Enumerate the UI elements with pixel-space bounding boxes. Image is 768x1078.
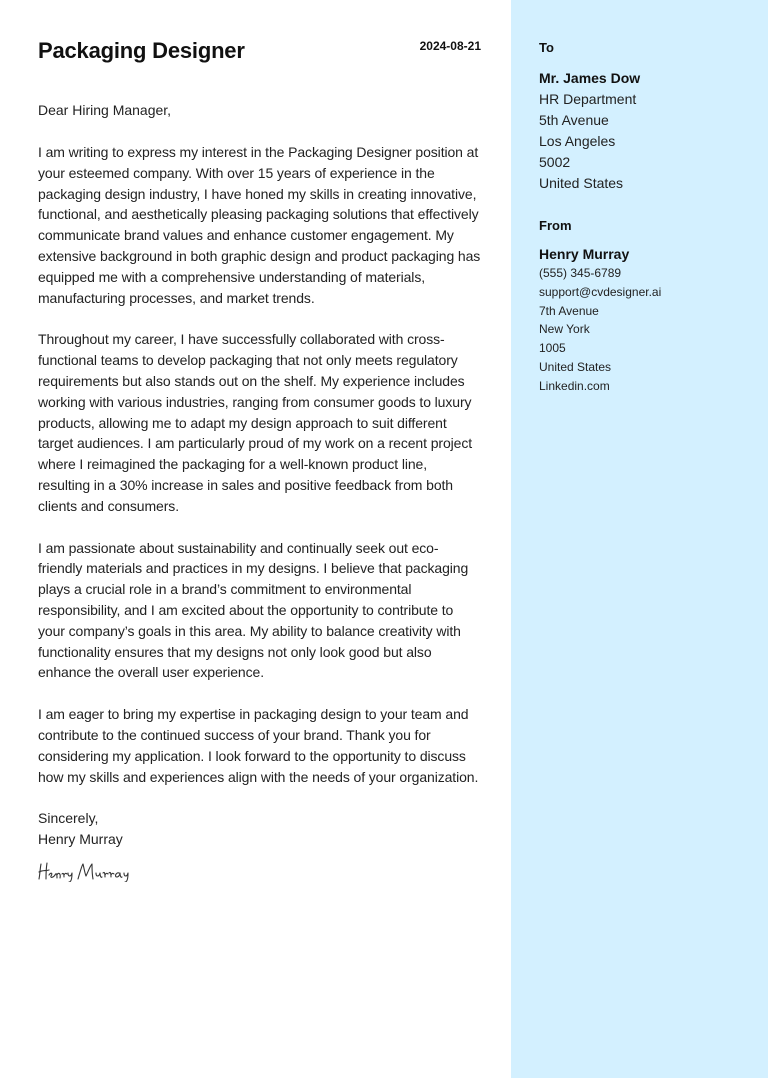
sender-email: support@cvdesigner.ai [539,284,662,299]
salutation: Dear Hiring Manager, [38,102,172,118]
signature-text: Henry Murray [38,860,45,862]
closing-block [38,808,481,850]
closing-name: Henry Murray [38,831,123,848]
paragraph-sustainability: I am passionate about sustainability and continually seek out eco-friendly materials and practices in my designs. I believe that packaging plays a crucial role in a brand’s commitment to environmental responsibility, and I am excited about the opportunity to contribute to your company’s goals in this area. My ability to balance creativity with functionality ensures that my designs not only look good but also enhance the overall user experience. [38,539,469,681]
contact-sidebar [511,0,768,1078]
paragraph-experience: Throughout my career, I have successfully collaborated with cross-functional teams to develop packaging that not only meets regulatory requirements but also stands out on the shelf. My experience includes working with various industries, ranging from consumer goods to luxury products, allowing me to adapt my design approach to suit different target audiences. I am particularly proud of my work on a recent project where I reimagined the packaging for a well-known product line, resulting in a 30% increase in sales and positive feedback from both clients and consumers. [38,331,473,514]
letter-header [38,0,481,96]
page-title: Packaging Designer [38,38,245,63]
recipient-country: United States [539,175,624,191]
sender-zip: 1005 [539,341,566,356]
recipient-label: To [539,40,554,55]
sender-country: United States [539,359,612,374]
sender-name: Henry Murray [539,246,630,262]
sender-website: Linkedin.com [539,378,610,393]
sender-city: New York [539,322,590,337]
sender-street: 7th Avenue [539,303,599,318]
letter-date: 2024-08-21 [419,39,481,53]
sender-phone: (555) 345-6789 [539,266,622,280]
recipient-zip: 5002 [539,154,571,170]
sender-label: From [539,218,572,233]
paragraph-intro: I am writing to express my interest in the Packaging Designer position at your esteemed company. With over 15 years of experience in the packaging design industry, I have honed my skills in creating innovative, functional, and aesthetically pleasing packaging solutions that effectively communicate brand values and enhance customer engagement. My extensive background in both graphic design and product packaging has equipped me with a comprehensive understanding of materials, manufacturing processes, and market trends. [38,144,481,306]
closing-phrase: Sincerely, [38,810,99,827]
recipient-department: HR Department [539,91,637,107]
recipient-street: 5th Avenue [539,112,609,128]
paragraph-closing: I am eager to bring my expertise in packaging design to your team and contribute to the continued success of your brand. Thank you for considering my application. I look forward to the opportunity to discuss how my skills and experiences align with the needs of your organization. [38,706,479,785]
recipient-city: Los Angeles [539,133,616,149]
recipient-name: Mr. James Dow [539,70,641,86]
handwritten-signature [38,860,150,882]
